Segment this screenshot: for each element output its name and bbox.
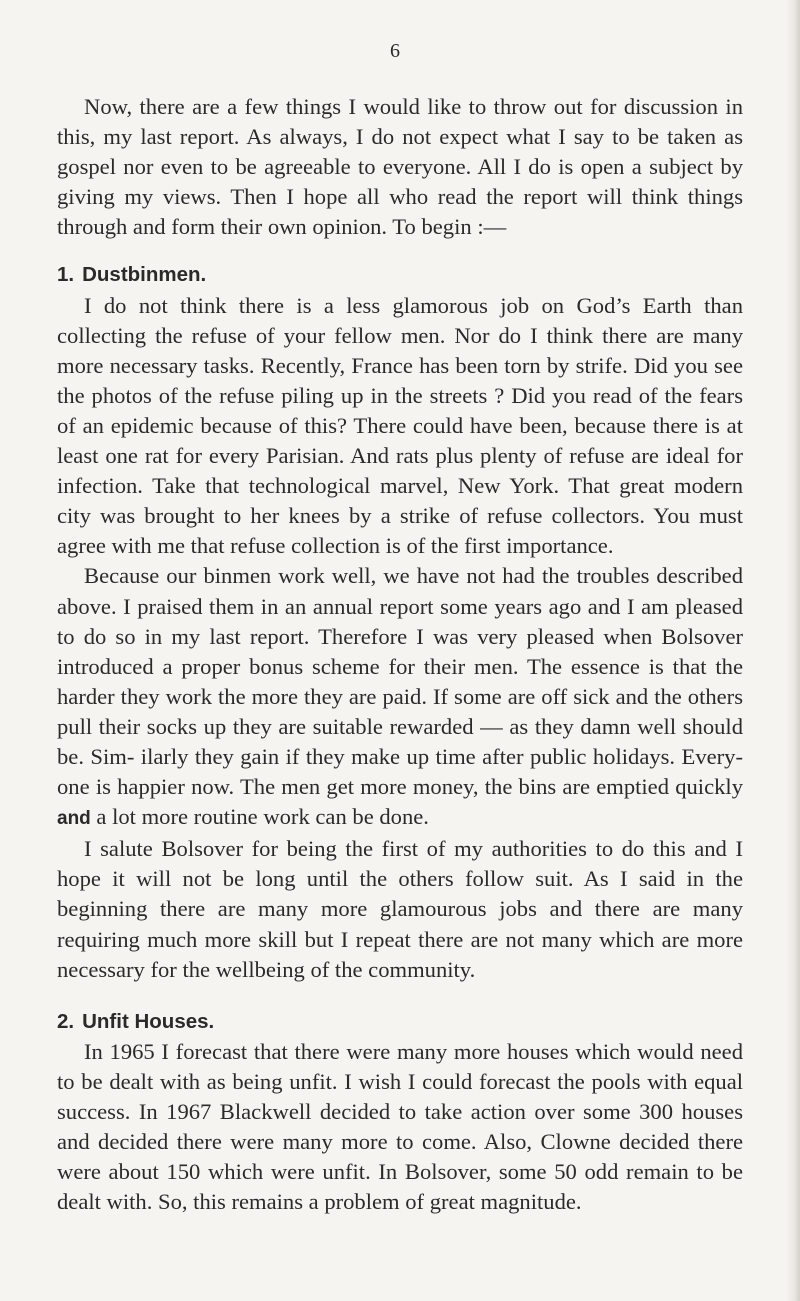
section-1-paragraph-2	[57, 561, 743, 834]
report-text	[57, 92, 743, 1217]
section-title: Dustbinmen.	[82, 263, 207, 287]
section-heading-dustbinmen	[57, 260, 743, 290]
page-edge-shadow	[786, 0, 800, 1301]
page-number: 6	[390, 40, 400, 62]
section-number: 1.	[57, 263, 75, 287]
spacer	[57, 242, 743, 260]
paragraph-bold-word: and	[57, 808, 91, 830]
section-title: Unfit Houses.	[82, 1009, 215, 1033]
intro-paragraph: Now, there are a few things I would like to throw out for discussion in this, my last report. As always, I do not expect what I say to be taken as gospel nor even to be agreeable to everyone. All I do is open a subject by giving my views. Then I hope all who read the report will think things through and form their own opinion. To begin :—	[57, 94, 743, 240]
section-heading-unfit-houses	[57, 1007, 743, 1037]
paragraph-text: a lot more routine work can be done.	[90, 804, 429, 830]
section-2-paragraph-1: In 1965 I forecast that there were many more houses which would need to be dealt with as being unfit. I wish I could forecast the pools with equal success. In 1967 Blackwell decided to take action over some 300 houses and decided there were many more to come. Also, Clowne decided there were about 150 which were unfit. In Bolsover, some 50 odd remain to be dealt with. So, this remains a problem of great magnitude.	[57, 1038, 743, 1215]
section-1-paragraph-1: I do not think there is a less glamorous job on God’s Earth than collecting the refuse of your fellow men. Nor do I think there are many more necessary tasks. Recently, France has been torn by strife. Did you see the photos of the refuse piling up in the streets ? Did you read of the fears of an epidemic because of this? There could have been, because there is at least one rat for every Parisian. And rats plus plenty of refuse are ideal for infection. Take that technological marvel, New York. That great modern city was brought to her knees by a strike of refuse collectors. You must agree with me that refuse collection is of the first importance.	[57, 292, 743, 559]
paragraph-text: Because our binmen work well, we have not had the troubles described above. I praised them in an annual report some years ago and I am pleased to do so in my last report. Therefore I was very pleased when Bolsover introduced a proper bonus scheme for their men. The essence is that the harder they work the more they are paid. If some are off sick and the others pull their socks up they are suitable rewarded — as they damn well should be. Sim- ilarly they gain if they make up time after public holidays. Every- one is happier now. The men get more money, the bins are emptied quickly	[57, 563, 743, 800]
spacer	[57, 985, 743, 1007]
section-number: 2.	[57, 1009, 75, 1033]
section-1-paragraph-3: I salute Bolsover for being the first of my authorities to do this and I hope it will not be long until the others follow suit. As I said in the beginning there are many more glamourous jobs and there are many requiring much more skill but I repeat there are not many which are more necessary for the wellbeing of the community.	[57, 836, 743, 982]
